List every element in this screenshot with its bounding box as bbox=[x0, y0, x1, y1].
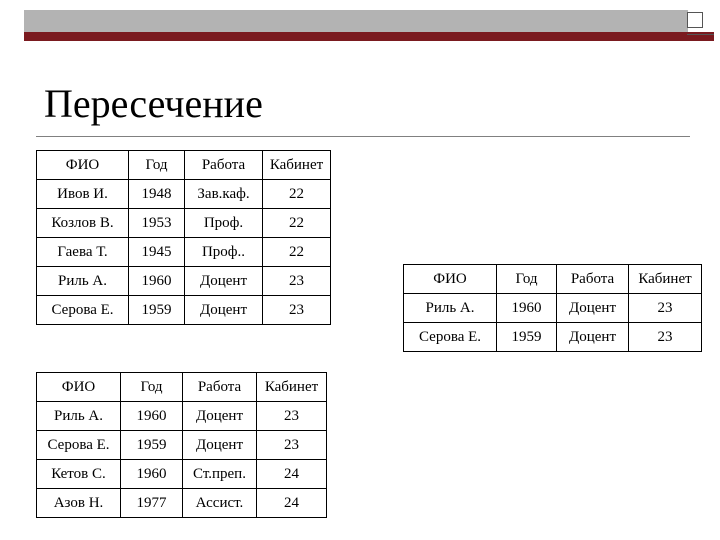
table-cell: Серова Е. bbox=[37, 431, 121, 460]
table-header-row bbox=[37, 151, 331, 180]
table-row bbox=[37, 489, 327, 518]
table-cell: 1959 bbox=[121, 431, 183, 460]
corner-square-decoration bbox=[687, 12, 703, 28]
table-cell: 1960 bbox=[121, 460, 183, 489]
table-cell: 22 bbox=[263, 180, 331, 209]
table-cell: 24 bbox=[257, 460, 327, 489]
table-cell: 1959 bbox=[497, 323, 557, 352]
table-row bbox=[404, 323, 702, 352]
table-cell: Доцент bbox=[557, 294, 629, 323]
table-cell: 22 bbox=[263, 209, 331, 238]
slide-title: Пересечение bbox=[44, 81, 263, 126]
table-header-row bbox=[37, 373, 327, 402]
table-cell: Ассист. bbox=[183, 489, 257, 518]
column-header: Год bbox=[129, 151, 185, 180]
column-header: Год bbox=[121, 373, 183, 402]
table-cell: 1977 bbox=[121, 489, 183, 518]
table-row bbox=[37, 238, 331, 267]
table-cell: 1960 bbox=[497, 294, 557, 323]
corner-line-decoration bbox=[687, 34, 714, 35]
table-cell: Гаева Т. bbox=[37, 238, 129, 267]
table-row bbox=[37, 296, 331, 325]
table-cell: 23 bbox=[263, 296, 331, 325]
table-header-row bbox=[404, 265, 702, 294]
table-cell: 1953 bbox=[129, 209, 185, 238]
table-cell: Доцент bbox=[557, 323, 629, 352]
table-cell: 1959 bbox=[129, 296, 185, 325]
column-header: Кабинет bbox=[257, 373, 327, 402]
table-row bbox=[37, 209, 331, 238]
table-row bbox=[37, 402, 327, 431]
table-cell: 1960 bbox=[129, 267, 185, 296]
table-cell: Доцент bbox=[183, 431, 257, 460]
title-divider bbox=[36, 136, 690, 137]
table-cell: 1960 bbox=[121, 402, 183, 431]
table-row bbox=[37, 431, 327, 460]
accent-band bbox=[24, 32, 714, 41]
table-row bbox=[37, 460, 327, 489]
table-cell: 24 bbox=[257, 489, 327, 518]
table-cell: 23 bbox=[629, 323, 702, 352]
column-header: Год bbox=[497, 265, 557, 294]
table-cell: Доцент bbox=[185, 296, 263, 325]
column-header: ФИО bbox=[404, 265, 497, 294]
table-cell: Доцент bbox=[183, 402, 257, 431]
table-cell: Доцент bbox=[185, 267, 263, 296]
table-cell: Риль А. bbox=[404, 294, 497, 323]
table-row bbox=[37, 267, 331, 296]
column-header: ФИО bbox=[37, 151, 129, 180]
table-cell: Азов Н. bbox=[37, 489, 121, 518]
table-cell: 23 bbox=[263, 267, 331, 296]
table-a bbox=[36, 150, 331, 325]
table-cell: Серова Е. bbox=[404, 323, 497, 352]
table-cell: Проф.. bbox=[185, 238, 263, 267]
column-header: Работа bbox=[183, 373, 257, 402]
table-row bbox=[37, 180, 331, 209]
table-cell: Серова Е. bbox=[37, 296, 129, 325]
table-cell: Козлов В. bbox=[37, 209, 129, 238]
table-b bbox=[36, 372, 327, 518]
column-header: Работа bbox=[185, 151, 263, 180]
title-bar-decoration bbox=[24, 10, 688, 34]
column-header: ФИО bbox=[37, 373, 121, 402]
table-cell: 1945 bbox=[129, 238, 185, 267]
table-result bbox=[403, 264, 702, 352]
table-cell: 23 bbox=[629, 294, 702, 323]
table-cell: 23 bbox=[257, 431, 327, 460]
table-cell: 1948 bbox=[129, 180, 185, 209]
table-cell: Риль А. bbox=[37, 402, 121, 431]
table-cell: Ст.преп. bbox=[183, 460, 257, 489]
table-cell: Риль А. bbox=[37, 267, 129, 296]
table-cell: Проф. bbox=[185, 209, 263, 238]
column-header: Кабинет bbox=[263, 151, 331, 180]
table-cell: 22 bbox=[263, 238, 331, 267]
table-cell: 23 bbox=[257, 402, 327, 431]
table-cell: Зав.каф. bbox=[185, 180, 263, 209]
table-cell: Кетов С. bbox=[37, 460, 121, 489]
table-row bbox=[404, 294, 702, 323]
column-header: Работа bbox=[557, 265, 629, 294]
table-cell: Ивов И. bbox=[37, 180, 129, 209]
column-header: Кабинет bbox=[629, 265, 702, 294]
